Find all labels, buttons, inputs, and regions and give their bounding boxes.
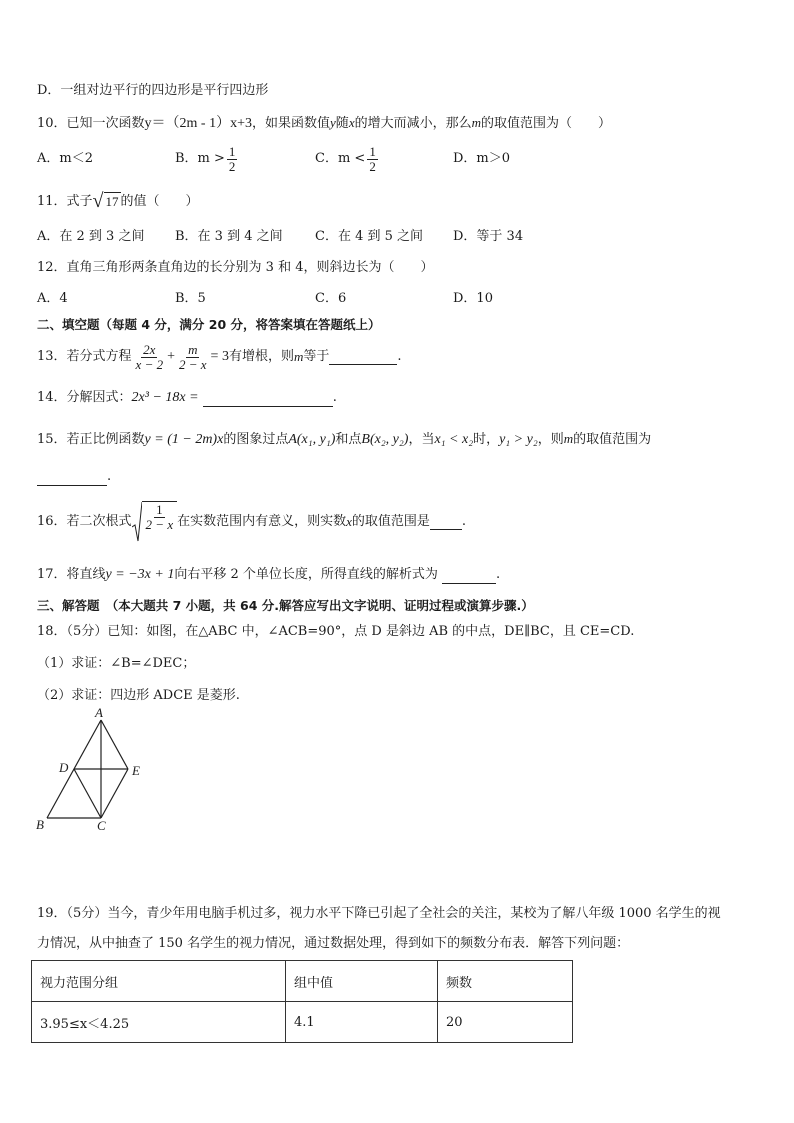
fraction-denominator: 2 − x xyxy=(179,356,207,372)
q16-pre: 16．若二次根式 xyxy=(37,514,132,529)
q18-stem: 18．（5分）已知：如图，在△ABC 中，∠ACB=90°，点 D 是斜边 AB 的中点，DE∥BC，且 CE=CD. xyxy=(37,624,635,639)
q17-stem xyxy=(37,566,500,584)
q10-option-b-label: B．m > xyxy=(175,151,225,166)
q13-equals: = 3 xyxy=(210,349,229,364)
q17-line: y = −3x + 1 xyxy=(105,567,175,582)
q11-radicand: 17 xyxy=(105,194,119,209)
fraction-numerator: 1 xyxy=(156,502,163,517)
fraction-denominator: 2 xyxy=(369,158,376,174)
q18-part-2: （2）求证：四边形 ADCE 是菱形. xyxy=(37,688,240,703)
q10-y: y xyxy=(330,115,336,130)
q10-x: x xyxy=(348,115,355,130)
q10-option-b-fraction xyxy=(227,145,238,174)
q16-answer-blank xyxy=(430,515,462,530)
q16-stem xyxy=(37,500,466,544)
q13-post-a: 有增根，则 xyxy=(228,349,294,364)
segment-ae xyxy=(101,720,128,769)
q16-post-a: 在实数范围内有意义，则实数 xyxy=(177,514,347,529)
fraction-denominator: 2 − x xyxy=(145,517,174,532)
q15-condition-x: x₁ < x₂ xyxy=(434,432,474,447)
q16-sqrt xyxy=(132,501,178,543)
q15-mid-e: ，则 xyxy=(537,432,564,447)
q15-pre: 15．若正比例函数 xyxy=(37,432,145,447)
fraction-numerator: 2x xyxy=(143,341,156,357)
label-a: A xyxy=(95,705,103,720)
q15-mid-b: 和点 xyxy=(335,432,362,447)
section2-heading: 二、填空题（每题 4 分，满分 20 分，将答案填在答题纸上） xyxy=(37,317,381,332)
q16-fraction xyxy=(142,501,178,543)
q10-m: m xyxy=(471,115,481,130)
radical-sign-icon: √ xyxy=(92,190,104,212)
q14-end: . xyxy=(332,390,337,405)
q14-expression: 2x³ − 18x = xyxy=(131,390,199,405)
radical-sign-icon xyxy=(132,501,142,543)
q10-option-d: D．m＞0 xyxy=(453,151,511,166)
q13-end: . xyxy=(397,349,402,364)
q9-option-d: D．一组对边平行的四边形是平行四边形 xyxy=(37,83,269,98)
q13-fraction-1 xyxy=(134,343,166,372)
q10-option-b xyxy=(175,140,239,178)
q15-answer-line xyxy=(37,468,111,486)
fraction-denominator: x − 2 xyxy=(135,356,164,372)
q15-point-a: A(x₁, y₁) xyxy=(288,432,336,447)
q15-m: m xyxy=(563,431,574,446)
q19-line-1: 19．（5分）当今，青少年用电脑手机过多，视力水平下降已引起了全社会的关注，某校为了解八年级 1000 名学生的视 xyxy=(37,906,721,921)
q13-plus: + xyxy=(167,349,175,364)
q15-mid-d: 时， xyxy=(473,432,500,447)
q12-option-d: D．10 xyxy=(453,291,493,306)
label-c: C xyxy=(97,818,106,833)
q10-option-c-fraction xyxy=(367,145,378,174)
q11-option-c: C．在 4 到 5 之间 xyxy=(315,229,424,244)
q18-part-1: （1）求证：∠B=∠DEC； xyxy=(37,656,196,671)
fraction-numerator: 1 xyxy=(369,143,376,159)
q15-mid-a: 的图象过点 xyxy=(223,432,289,447)
fraction-numerator: 1 xyxy=(228,143,236,159)
q11-sqrt xyxy=(93,192,121,211)
q11-stem-b: 的值（ ） xyxy=(120,194,199,209)
q15-post: 的取值范围为 xyxy=(573,432,652,447)
q15-stem xyxy=(37,430,651,449)
q11-stem-a: 11．式子 xyxy=(37,194,93,209)
q12-option-c: C．6 xyxy=(315,291,347,306)
table-cell: 3.95≤x＜4.25 xyxy=(32,1002,286,1043)
q15-end: . xyxy=(107,469,112,484)
q11-option-b: B．在 3 到 4 之间 xyxy=(175,229,283,244)
q10-stem-e: 的取值范围为（ ） xyxy=(481,116,612,131)
table-header-cell: 频数 xyxy=(438,961,573,1002)
rhombus-figure xyxy=(30,705,160,835)
q13-post-b: 等于 xyxy=(303,349,330,364)
q15-answer-blank xyxy=(37,471,107,486)
q15-condition-y: y₁ > y₂ xyxy=(499,432,538,447)
q10-function: y＝（2m - 1）x+3 xyxy=(144,116,252,131)
q10-stem-b: ，如果函数值 xyxy=(252,116,331,131)
q15-point-b: B(x₂, y₂) xyxy=(361,432,409,447)
fraction-numerator: m xyxy=(188,341,198,357)
q13-answer-blank xyxy=(329,350,397,365)
q19-line-2: 力情况，从中抽查了 150 名学生的视力情况，通过数据处理，得到如下的频数分布表．解答下列问题： xyxy=(37,936,630,951)
q12-stem: 12．直角三角形两条直角边的长分别为 3 和 4，则斜边长为（ ） xyxy=(37,260,434,275)
table-cell: 4.1 xyxy=(286,1002,438,1043)
q11-option-d: D．等于 34 xyxy=(453,229,524,244)
table-cell: 20 xyxy=(438,1002,573,1043)
q10-option-a: A．m＜2 xyxy=(37,151,93,166)
table-header-row xyxy=(32,961,573,1002)
table-header-cell: 视力范围分组 xyxy=(32,961,286,1002)
table-row xyxy=(32,1002,573,1043)
label-e: E xyxy=(132,763,140,778)
q12-option-a: A．4 xyxy=(37,291,68,306)
label-d: D xyxy=(59,760,69,775)
q11-stem xyxy=(37,192,199,211)
q17-post: 向右平移 2 个单位长度，所得直线的解析式为 xyxy=(174,567,438,582)
q10-stem xyxy=(37,114,611,133)
q13-pre: 13．若分式方程 xyxy=(37,349,132,364)
q10-option-c-label: C．m < xyxy=(315,151,366,166)
q13-m: m xyxy=(293,349,304,364)
q13-stem xyxy=(37,337,402,377)
q10-stem-c: 随 xyxy=(335,116,349,131)
q14-pre: 14．分解因式： xyxy=(37,390,132,405)
segment-ec xyxy=(101,769,128,818)
q10-option-c xyxy=(315,140,380,178)
q10-stem-d: 的增大而减小，那么 xyxy=(354,116,472,131)
q17-pre: 17．将直线 xyxy=(37,567,106,582)
q17-end: . xyxy=(496,567,501,582)
q15-mid-c: ，当 xyxy=(408,432,435,447)
segment-dc xyxy=(74,769,101,818)
q11-option-a: A．在 2 到 3 之间 xyxy=(37,229,145,244)
q16-x: x xyxy=(346,514,352,529)
q16-end: . xyxy=(461,514,467,529)
q13-fraction-2 xyxy=(177,343,209,372)
q12-option-b: B．5 xyxy=(175,291,206,306)
section3-heading: 三、解答题 （本大题共 7 小题，共 64 分.解答应写出文字说明、证明过程或演算步骤.） xyxy=(37,598,534,613)
q15-function: y = (1 − 2m)x xyxy=(144,432,224,447)
q10-stem-a: 10．已知一次函数 xyxy=(37,116,145,131)
table-header-cell: 组中值 xyxy=(286,961,438,1002)
label-b: B xyxy=(36,817,44,832)
fraction-denominator: 2 xyxy=(228,158,236,174)
frequency-table xyxy=(31,960,573,1043)
q17-answer-blank xyxy=(442,569,496,584)
q14-answer-blank xyxy=(203,392,333,407)
q16-post-b: 的取值范围是 xyxy=(351,514,430,529)
q14-stem xyxy=(37,389,337,407)
